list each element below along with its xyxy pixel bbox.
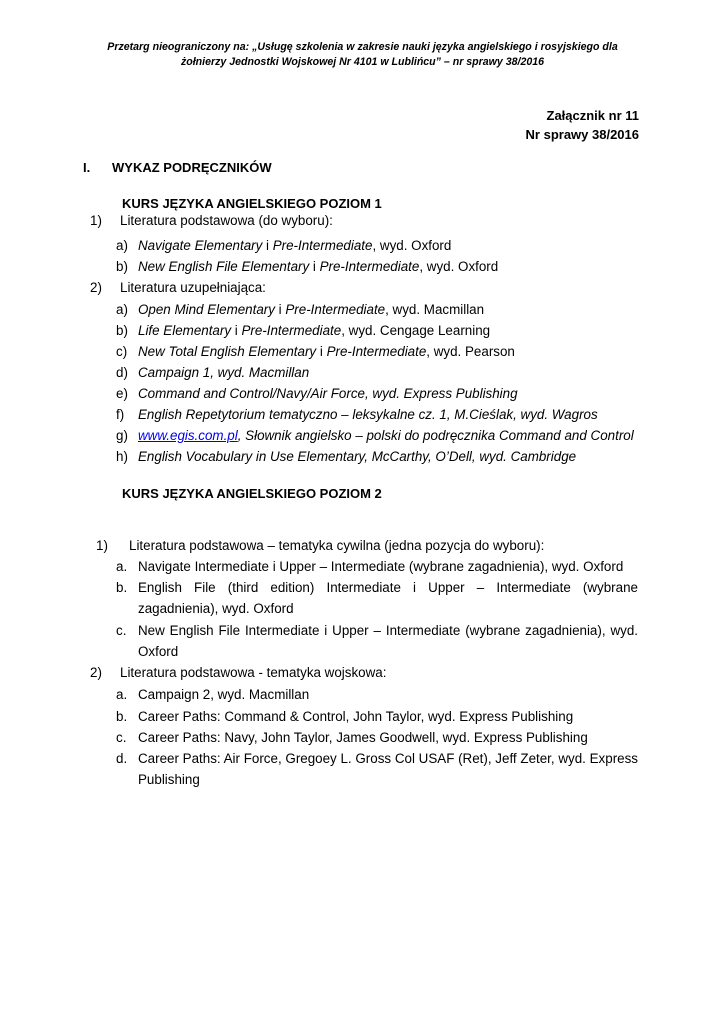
c1-g1-item-letter: b): [116, 259, 128, 274]
c2-g2-item-b: Career Paths: Command & Control, John Taylor, wyd. Express Publishing: [138, 709, 574, 724]
section-title: WYKAZ PODRĘCZNIKÓW: [112, 160, 272, 175]
c1-g2-item-h: English Vocabulary in Use Elementary, McCarthy, O’Dell, wyd. Cambridge: [138, 449, 577, 464]
c1-g2-item-e: Command and Control/Navy/Air Force, wyd. Express Publishing: [138, 386, 518, 401]
course-2-title: KURS JĘZYKA ANGIELSKIEGO POZIOM 2: [122, 486, 382, 501]
annex-title: Załącznik nr 11: [546, 108, 639, 123]
course-1-title: KURS JĘZYKA ANGIELSKIEGO POZIOM 1: [122, 196, 382, 211]
c2-g1-item-letter: b.: [116, 580, 128, 595]
annex-block: [526, 106, 639, 144]
c2-g2-item-a: Campaign 2, wyd. Macmillan: [138, 687, 310, 702]
section-number: I.: [83, 160, 91, 175]
c2-g2-item-letter: b.: [116, 709, 128, 724]
c2-g2-item-letter: a.: [116, 687, 128, 702]
c1-group-1-label: Literatura podstawowa (do wyboru):: [120, 213, 333, 228]
header-line-1: Przetarg nieograniczony na: „Usługę szkolenia w zakresie nauki języka angielskiego i rosyjskiego dla: [107, 41, 618, 53]
c1-g2-item-b: Life Elementary i Pre-Intermediate, wyd. Cengage Learning: [138, 323, 491, 338]
c1-group-2-label: Literatura uzupełniająca:: [120, 280, 266, 295]
c2-g1-item-b: English File (third edition) Intermediate i Upper – Intermediate (wybrane zagadnienia), wyd. Oxford: [138, 580, 638, 616]
c1-g2-item-letter: b): [116, 323, 128, 338]
case-number: Nr sprawy 38/2016: [525, 127, 639, 142]
c1-group-1-number: 1): [90, 213, 102, 228]
c1-g2-item-letter: a): [116, 302, 128, 317]
c2-g2-item-d: Career Paths: Air Force, Gregoey L. Gross Col USAF (Ret), Jeff Zeter, wyd. Express Publishing: [138, 751, 638, 787]
tender-header: [60, 40, 665, 70]
c1-g2-item-letter: d): [116, 365, 128, 380]
c1-g1-item-letter: a): [116, 238, 128, 253]
c2-g2-item-c: Career Paths: Navy, John Taylor, James Goodwell, wyd. Express Publishing: [138, 730, 588, 745]
c1-g2-item-d: Campaign 1, wyd. Macmillan: [138, 365, 310, 380]
c2-group-1-number: 1): [96, 538, 108, 553]
c2-g1-item-a: Navigate Intermediate i Upper – Intermediate (wybrane zagadnienia), wyd. Oxford: [138, 559, 624, 574]
c1-g1-item-b: New English File Elementary i Pre-Intermediate, wyd. Oxford: [138, 259, 499, 274]
c1-g2-item-letter: h): [116, 449, 128, 464]
egis-link[interactable]: www.egis.com.pl: [138, 428, 238, 443]
c2-g1-item-c: New English File Intermediate i Upper – Intermediate (wybrane zagadnienia), wyd. Oxford: [138, 623, 638, 659]
c1-g2-item-c: New Total English Elementary i Pre-Intermediate, wyd. Pearson: [138, 344, 515, 359]
c2-g2-item-letter: d.: [116, 751, 128, 766]
c2-g2-item-letter: c.: [116, 730, 127, 745]
c1-g2-item-letter: g): [116, 428, 128, 443]
c1-g2-item-f: English Repetytorium tematyczno – leksykalne cz. 1, M.Cieślak, wyd. Wagros: [138, 407, 598, 422]
c1-g2-item-letter: e): [116, 386, 128, 401]
c1-g2-item-a: Open Mind Elementary i Pre-Intermediate, wyd. Macmillan: [138, 302, 485, 317]
c2-group-2-label: Literatura podstawowa - tematyka wojskowa:: [120, 665, 387, 680]
c2-group-2-number: 2): [90, 665, 102, 680]
c1-g2-item-g: www.egis.com.pl, Słownik angielsko – polski do podręcznika Command and Control: [138, 428, 634, 443]
c1-g2-item-letter: c): [116, 344, 128, 359]
c2-group-1-label: Literatura podstawowa – tematyka cywilna (jedna pozycja do wyboru):: [129, 538, 545, 553]
header-line-2: żołnierzy Jednostki Wojskowej Nr 4101 w Lublińcu” – nr sprawy 38/2016: [180, 56, 545, 68]
c1-group-2-number: 2): [90, 280, 102, 295]
c2-g1-item-letter: a.: [116, 559, 128, 574]
c1-g2-item-letter: f): [116, 407, 125, 422]
c2-g1-item-letter: c.: [116, 623, 127, 638]
c1-g1-item-a: Navigate Elementary i Pre-Intermediate, wyd. Oxford: [138, 238, 452, 253]
